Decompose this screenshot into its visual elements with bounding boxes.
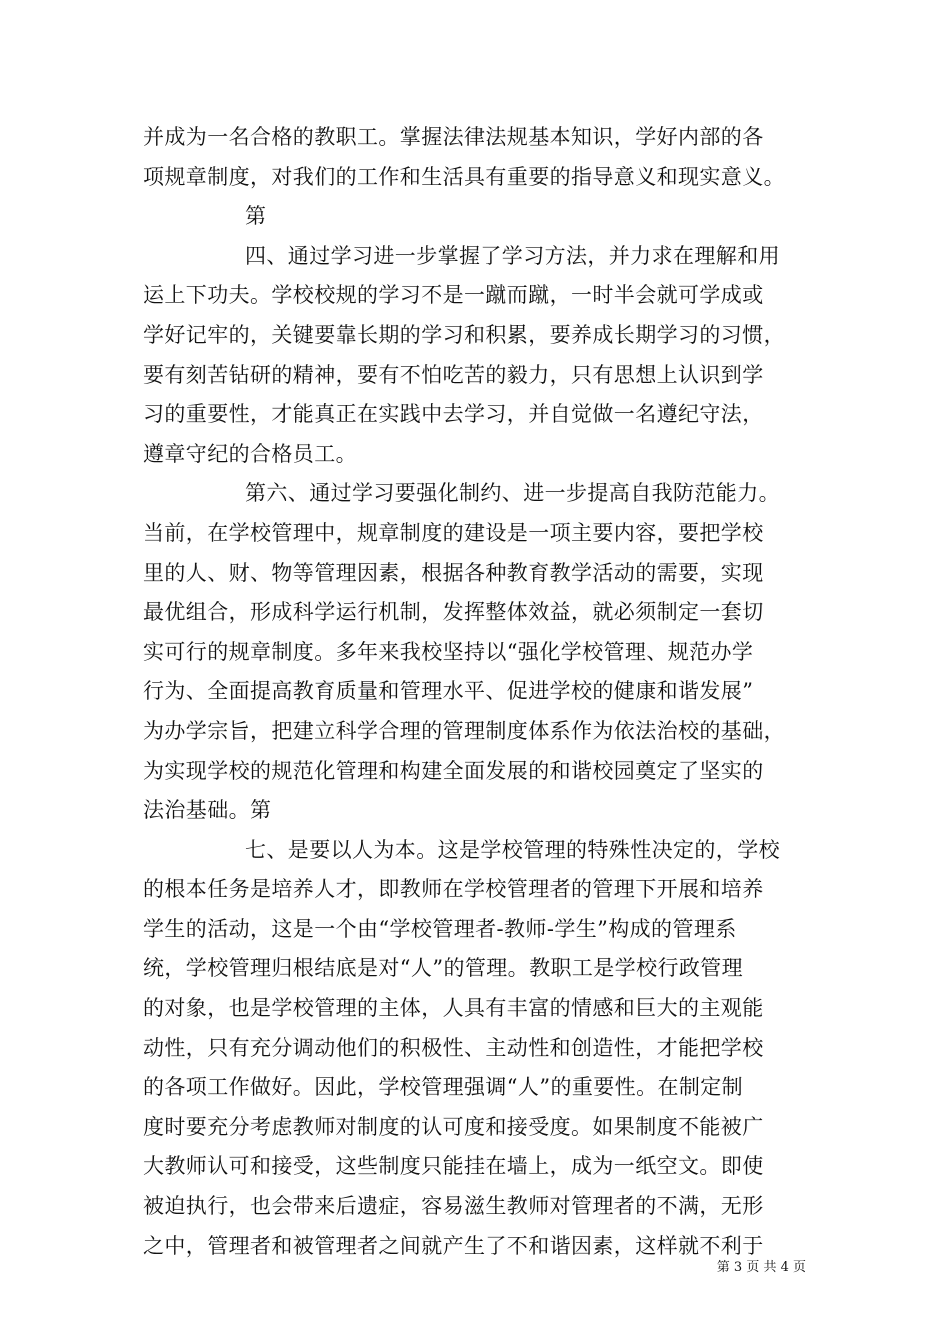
text-line: 度时要充分考虑教师对制度的认可度和接受度。如果制度不能被广 [143,1114,764,1139]
paragraph-start-line: 第六、通过学习要强化制约、进一步提高自我防范能力。 [245,481,780,506]
text-line: 最优组合，形成科学运行机制，发挥整体效益，就必须制定一套切 [143,600,764,625]
text-line: 实可行的规章制度。多年来我校坚持以“强化学校管理、规范办学 [143,639,754,664]
text-line: 的根本任务是培养人才，即教师在学校管理者的管理下开展和培养 [143,877,764,902]
document-body [143,118,823,1266]
text-line: 的对象，也是学校管理的主体，人具有丰富的情感和巨大的主观能 [143,996,764,1021]
text-line: 要有刻苦钻研的精神，要有不怕吃苦的毅力，只有思想上认识到学 [143,362,764,387]
text-line: 的各项工作做好。因此，学校管理强调“人”的重要性。在制定制 [143,1075,744,1100]
text-line: 统，学校管理归根结底是对“人”的管理。教职工是学校行政管理 [143,956,744,981]
text-line: 里的人、财、物等管理因素，根据各种教育教学活动的需要，实现 [143,560,764,585]
text-line: 当前，在学校管理中，规章制度的建设是一项主要内容，要把学校 [143,520,764,545]
text-line: 遵章守纪的合格员工。 [143,441,357,466]
text-line: 学生的活动，这是一个由“学校管理者-教师-学生”构成的管理系 [143,916,737,941]
text-line: 大教师认可和接受，这些制度只能挂在墙上，成为一纸空文。即使 [143,1154,764,1179]
text-line: 运上下功夫。学校校规的学习不是一蹴而蹴，一时半会就可学成或 [143,283,764,308]
page-number-footer: 第 3 页 共 4 页 [716,1260,806,1275]
text-line: 习的重要性，才能真正在实践中去学习，并自觉做一名遵纪守法， [143,402,764,427]
paragraph-start-line: 七、是要以人为本。这是学校管理的特殊性决定的，学校 [245,837,780,862]
text-line: 学好记牢的，关键要靠长期的学习和积累，要养成长期学习的习惯， [143,322,785,347]
text-line: 并成为一名合格的教职工。掌握法律法规基本知识，学好内部的各 [143,125,764,149]
text-line: 被迫执行，也会带来后遗症，容易滋生教师对管理者的不满，无形 [143,1194,764,1219]
text-line: 法治基础。第 [143,798,272,823]
text-line: 之中，管理者和被管理者之间就产生了不和谐因素，这样就不利于 [143,1233,764,1258]
paragraph-start-line: 四、通过学习进一步掌握了学习方法，并力求在理解和用 [245,243,780,268]
text-line: 项规章制度，对我们的工作和生活具有重要的指导意义和现实意义。 [143,164,785,189]
text-line: 为实现学校的规范化管理和构建全面发展的和谐校园奠定了坚实的 [143,758,764,783]
text-line: 动性，只有充分调动他们的积极性、主动性和创造性，才能把学校 [143,1035,764,1060]
text-line: 行为、全面提高教育质量和管理水平、促进学校的健康和谐发展” [143,679,754,704]
text-line: 第 [245,204,267,229]
text-line: 为办学宗旨，把建立科学合理的管理制度体系作为依法治校的基础， [143,718,785,743]
